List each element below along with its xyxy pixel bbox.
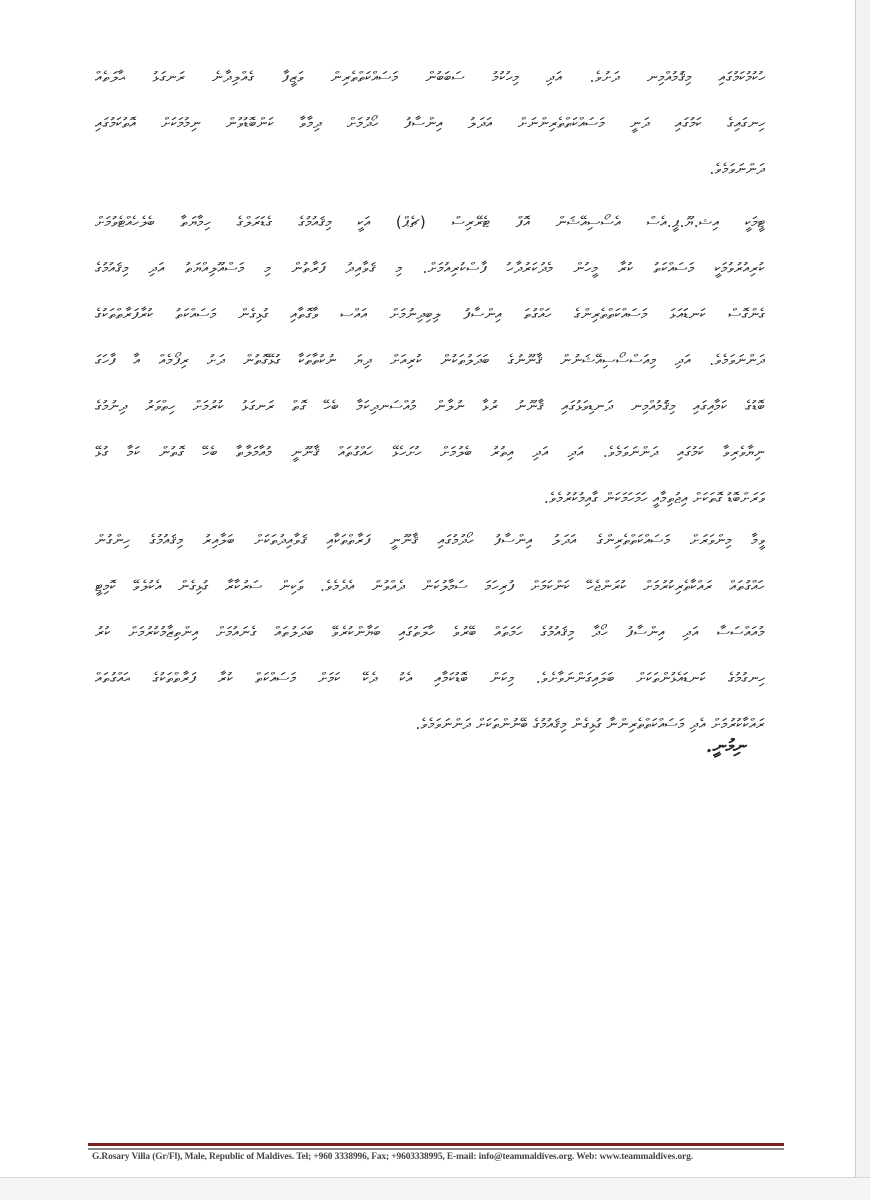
footer-address: G.Rosary Villa (Gr/Fl), Male, Republic of Maldives. Tel; +960 3338996, Fax; +9603338995, E-mail: info@teammaldives.org. Web: www.teammaldives.org. (92, 1152, 693, 1162)
text-line: ބޮޑުގެ ކަމާއިގައި މިޤަުމުއްމިނ ދަނޑިވަޅުގައި ޤާނޫނު ރުޅާ ނުލާން މުއްސަނދިކަމާ ބެހޭ ގޮތް ރަނގަޅު ކުރުމަށް ހިތްވަރު ދިނުމުގެ (95, 397, 765, 415)
paragraph-1 (95, 62, 765, 200)
text-line: ގެންގޮސް ކަނޑަައަޅަ މަސައްކަތްތެރިންގެ ހައްގުތަ އިންސާފު ލިބިދިނުމަށް އައްސ ވާގޮތާއި ގުޅިގެން މަސައްކަތު ކުރާފަރާތްތަކުގެ (95, 305, 765, 323)
text-line: ހައްގުތައް ރައްކާތެރިކުރުމަށް ކުރަންޖެހޭ ކަންކަމަށް ފުރިހަމަ ސަމާލުކަން ދެއްވުން އެދެމެވެ. ވަކިން ސަރުކާރާ ގުޅިގެން އެކުލެވޭ ކޮމިޓީ (95, 577, 765, 595)
page-edge-right (855, 0, 870, 1200)
text-line: ވަރަށްބޮޑު ގޮތަކަށް އިޖުތިމާއީ ހަމަހަމަކަން ގާއިމުކުރުމެވެ. (544, 489, 765, 507)
footer-divider-secondary (88, 1148, 784, 1150)
text-line: ހުކުމުކަމުގައި މިޤަުމުއްމިނ ދަށުވެ. އަދި މިހުކުމު ސަބަބުން މަސައްކަތްތެރިން ވަޒީފާ ގެއްލިދާނެ ރަނގަޅު ޙާލަތެއް (95, 68, 765, 86)
text-line: ޓީމަކީ އިޝ.ޔޫ.ޕީ.އެސް އެސޯސިއޭޝަން އޮފް ޓެރޭރިސް (ޗެޕް) އަކީ މިޤައުމުގެ ގެޑަރަލްގެ ހިމާޔަތާ ބެލެހެއްޓެވުމަށް (95, 213, 765, 231)
text-line: ދަންނަވަމެވެ. އަދި މިއަސްސޯސިއޭޝަނުން ޤާނޫނުގެ ބަދަލުތަކުން ކުރިއަށް ދިޔަ ނުކުތާތަކާ ގުޅޭގޮތުން ދަށު ރިފޯމެއް އާ ފާހަގަ (95, 351, 765, 369)
text-line: ހިނގުމުގެ ކަނޑައެޅުންތަކަށް ބަލައިގަންނަވާށެވެ. މިކަން ބޮޑުކަމާއި އެކު ދެކޭ ކަމަށް މަސައްކަތް ކުރާ ފަރާތްތަކުގެ ޙައްގުތައް (95, 669, 765, 687)
text-line: ދަންނަވަމެވެ. (709, 160, 765, 178)
paragraph-2 (95, 207, 765, 529)
footer-divider (88, 1143, 784, 1146)
text-line: ރައްކާކުރުމަށް އެދި މަސައްކަތްތެރިންނާ ގުޅިގެން މިޤައުމުގެ ބޭނުންތަކަށް ދަންނަވަމެވެ. (415, 715, 765, 733)
text-line: ކުރިއުރުވުމަކީ މަސައްކަތު ކުރާ މީހުން މެދުކަރުދާހު ފާސްކުރިއުމަށް. މި ޤަވާއިދު ފަރާތުން މި މަސްއޫލިއްޔަތު އަދި މިޤައުމުގެ (95, 259, 765, 277)
text-line: ނިޔާވެރިވާ ކަމުގައި ދަންނަވަމެވެ. އަދި އަދި އިތުރު ބެލުމަށް ހުށަހެޅޭ ހައްގުތައް ޤާނޫނީ މުއާމަލާތާ ބެހޭ ގޮތުން ކަމާ ގުޅޭ (95, 443, 765, 461)
page-edge-bottom (0, 1177, 870, 1200)
text-line: މުއައްސަސާ އަދި އިންސާފު ހޯދާ މިޤައުމުގެ ހަމަތައް ބޭރުވެ ހާލަތުގައި ބަޔާންކުރެވޭ ބަދަލުތައް ގެނައުމަށް އިންތިޒާމުކުރުމަށް ކުރު (95, 623, 765, 641)
paragraph-3 (95, 525, 765, 755)
text-line: ހިނގައިގެ ކަމުގައި ދަނީ މަސައްކަތްތެރިންނަށް އަދަލު އިންސާފު ހޯދުމަށް ދިމާވާ ކަންބޮޑުވުން ނިމުމަކަށް އޮތުކަމުގައި (95, 114, 765, 132)
closing-signature: ނިމުނީ. (705, 736, 745, 757)
text-line: ވީމާ މިންވަރަށް މަސައްކަތްތެރިންގެ އަދަލު އިންސާފު ހޯދުމުގައި ޤާނޫނީ ފަރާތްތަކާއި ޤަވާއިދުތަކަށް ބަލާއިރު މިޤައުމުގެ ހިންގުން (95, 531, 765, 549)
